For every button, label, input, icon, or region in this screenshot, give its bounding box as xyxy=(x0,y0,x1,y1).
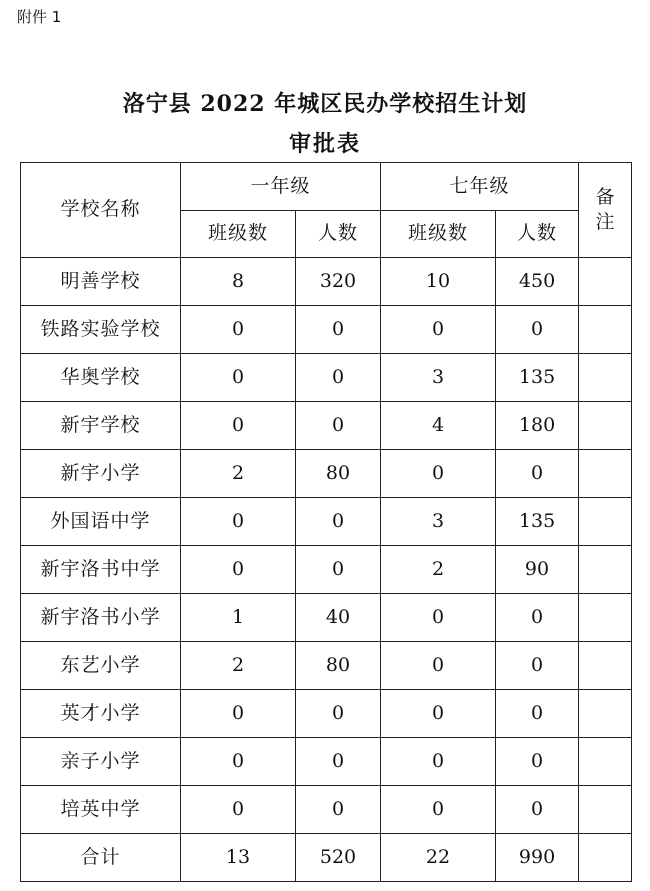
g7-classes-cell: 0 xyxy=(381,594,496,642)
g7-students-cell: 135 xyxy=(496,354,579,402)
g1-classes-cell: 0 xyxy=(181,738,296,786)
g1-students-cell: 0 xyxy=(296,738,381,786)
school-name-cell: 明善学校 xyxy=(21,258,181,306)
g1-classes-cell: 0 xyxy=(181,498,296,546)
g1-students-cell: 0 xyxy=(296,498,381,546)
table-row xyxy=(21,354,632,402)
remark-cell xyxy=(579,402,632,450)
g7-students-cell: 450 xyxy=(496,258,579,306)
school-name-cell: 铁路实验学校 xyxy=(21,306,181,354)
g1-students-cell: 0 xyxy=(296,306,381,354)
g7-classes-cell: 3 xyxy=(381,354,496,402)
g1-classes-cell: 0 xyxy=(181,786,296,834)
g1-students-cell: 0 xyxy=(296,402,381,450)
remark-cell xyxy=(579,834,632,882)
table-row xyxy=(21,258,632,306)
remark-cell xyxy=(579,642,632,690)
g1-classes-cell: 0 xyxy=(181,546,296,594)
g1-classes-cell: 8 xyxy=(181,258,296,306)
g7-students-cell: 990 xyxy=(496,834,579,882)
remark-cell xyxy=(579,594,632,642)
header-g7-students: 人数 xyxy=(496,211,579,258)
g7-classes-cell: 4 xyxy=(381,402,496,450)
g1-students-cell: 0 xyxy=(296,690,381,738)
remark-cell xyxy=(579,546,632,594)
header-grade-1: 一年级 xyxy=(181,163,381,211)
header-remarks xyxy=(579,163,632,258)
g7-classes-cell: 10 xyxy=(381,258,496,306)
school-name-cell: 亲子小学 xyxy=(21,738,181,786)
table-row xyxy=(21,402,632,450)
document-subtitle: 审批表 xyxy=(288,131,361,157)
g7-classes-cell: 3 xyxy=(381,498,496,546)
table-row xyxy=(21,306,632,354)
remark-cell xyxy=(579,354,632,402)
header-grade-7: 七年级 xyxy=(381,163,579,211)
g7-classes-cell: 0 xyxy=(381,642,496,690)
g1-classes-cell: 2 xyxy=(181,450,296,498)
g7-classes-cell: 0 xyxy=(381,738,496,786)
g1-classes-cell: 0 xyxy=(181,306,296,354)
header-g7-classes: 班级数 xyxy=(381,211,496,258)
school-name-cell: 外国语中学 xyxy=(21,498,181,546)
g1-students-cell: 0 xyxy=(296,354,381,402)
header-remarks-text: 备注 xyxy=(595,186,615,233)
table-row xyxy=(21,450,632,498)
enrollment-plan-table xyxy=(20,162,632,882)
g7-students-cell: 0 xyxy=(496,642,579,690)
header-row-1 xyxy=(21,163,632,211)
g7-students-cell: 180 xyxy=(496,402,579,450)
g7-students-cell: 90 xyxy=(496,546,579,594)
school-name-cell: 东艺小学 xyxy=(21,642,181,690)
school-name-cell: 合计 xyxy=(21,834,181,882)
school-name-cell: 华奥学校 xyxy=(21,354,181,402)
remark-cell xyxy=(579,786,632,834)
remark-cell xyxy=(579,498,632,546)
table-row xyxy=(21,546,632,594)
table-row xyxy=(21,738,632,786)
g7-students-cell: 0 xyxy=(496,738,579,786)
g7-classes-cell: 0 xyxy=(381,306,496,354)
remark-cell xyxy=(579,306,632,354)
g1-students-cell: 40 xyxy=(296,594,381,642)
g1-classes-cell: 13 xyxy=(181,834,296,882)
table-row xyxy=(21,690,632,738)
g7-students-cell: 0 xyxy=(496,306,579,354)
g1-students-cell: 0 xyxy=(296,786,381,834)
g7-students-cell: 0 xyxy=(496,594,579,642)
school-name-cell: 英才小学 xyxy=(21,690,181,738)
g7-classes-cell: 0 xyxy=(381,690,496,738)
g1-students-cell: 320 xyxy=(296,258,381,306)
g7-students-cell: 0 xyxy=(496,786,579,834)
g7-classes-cell: 0 xyxy=(381,450,496,498)
g1-students-cell: 520 xyxy=(296,834,381,882)
g1-classes-cell: 1 xyxy=(181,594,296,642)
table-row xyxy=(21,786,632,834)
g7-students-cell: 135 xyxy=(496,498,579,546)
remark-cell xyxy=(579,258,632,306)
table-row xyxy=(21,498,632,546)
g1-students-cell: 0 xyxy=(296,546,381,594)
g7-students-cell: 0 xyxy=(496,690,579,738)
attachment-label: 附件 1 xyxy=(17,8,62,26)
remark-cell xyxy=(579,690,632,738)
school-name-cell: 新宇洛书中学 xyxy=(21,546,181,594)
header-g1-classes: 班级数 xyxy=(181,211,296,258)
header-g1-students: 人数 xyxy=(296,211,381,258)
school-name-cell: 新宇洛书小学 xyxy=(21,594,181,642)
document-title: 洛宁县 2022 年城区民办学校招生计划 xyxy=(122,91,528,117)
g1-students-cell: 80 xyxy=(296,450,381,498)
school-name-cell: 培英中学 xyxy=(21,786,181,834)
total-row xyxy=(21,834,632,882)
g7-classes-cell: 2 xyxy=(381,546,496,594)
g7-classes-cell: 22 xyxy=(381,834,496,882)
remark-cell xyxy=(579,738,632,786)
g1-classes-cell: 0 xyxy=(181,690,296,738)
g7-students-cell: 0 xyxy=(496,450,579,498)
school-name-cell: 新宇学校 xyxy=(21,402,181,450)
g1-classes-cell: 0 xyxy=(181,402,296,450)
school-name-cell: 新宇小学 xyxy=(21,450,181,498)
g1-classes-cell: 0 xyxy=(181,354,296,402)
table-row xyxy=(21,594,632,642)
header-school-name: 学校名称 xyxy=(21,163,181,258)
g1-classes-cell: 2 xyxy=(181,642,296,690)
remark-cell xyxy=(579,450,632,498)
g7-classes-cell: 0 xyxy=(381,786,496,834)
g1-students-cell: 80 xyxy=(296,642,381,690)
table-row xyxy=(21,642,632,690)
